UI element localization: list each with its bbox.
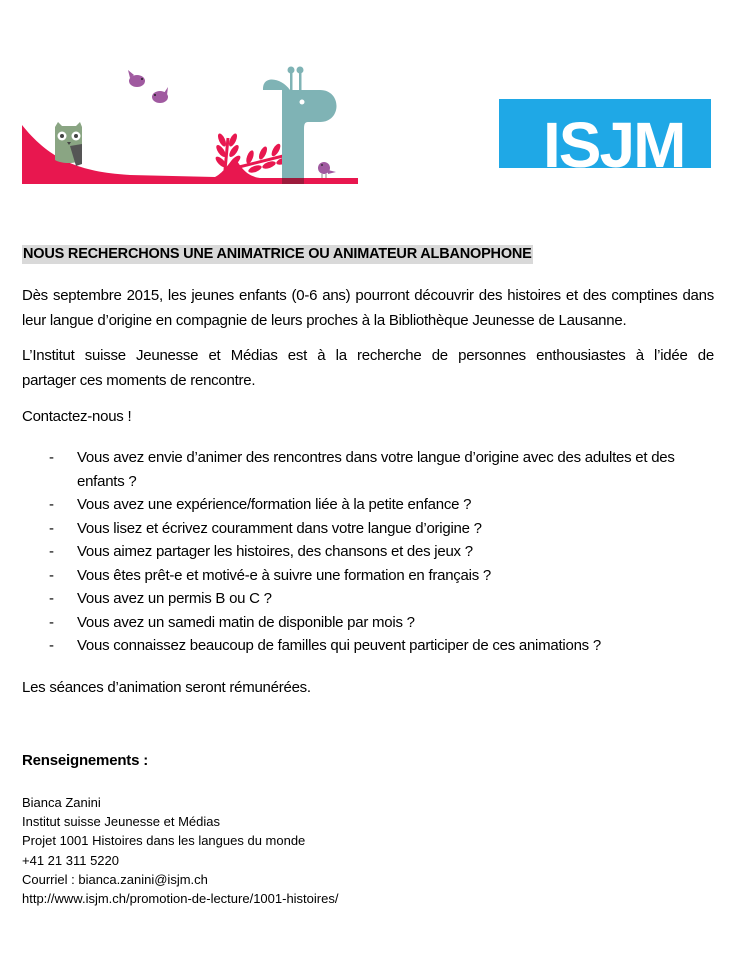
list-bullet: - xyxy=(49,519,54,537)
list-item xyxy=(22,587,722,611)
bird-icon xyxy=(318,162,336,178)
institute-paragraph-line2: partager ces moments de rencontre. xyxy=(22,372,256,389)
contact-call: Contactez-nous ! xyxy=(22,408,132,425)
list-item-text: Vous êtes prêt-e et motivé-e à suivre une formation en français ? xyxy=(77,566,491,584)
list-item xyxy=(22,446,722,493)
bird-icon xyxy=(152,87,168,103)
contact-project: Projet 1001 Histoires dans les langues du monde xyxy=(22,833,306,849)
contact-name: Bianca Zanini xyxy=(22,795,101,810)
list-bullet: - xyxy=(49,449,54,466)
list-bullet: - xyxy=(49,543,54,560)
list-item-text: Vous avez un permis B ou C ? xyxy=(77,590,272,607)
list-bullet: - xyxy=(49,496,54,513)
list-item-text: Vous avez une expérience/formation liée à la petite enfance ? xyxy=(77,496,472,513)
remuneration-note: Les séances d’animation seront rémunérées. xyxy=(22,679,311,696)
contact-url: http://www.isjm.ch/promotion-de-lecture/1001-histoires/ xyxy=(22,891,339,907)
list-bullet: - xyxy=(49,590,54,607)
requirements-list xyxy=(22,446,722,658)
info-title: Renseignements : xyxy=(22,752,148,769)
header-illustration xyxy=(20,60,360,190)
list-item xyxy=(22,564,722,588)
logo-text: ISJM xyxy=(543,109,685,168)
intro-paragraph: Dès septembre 2015, les jeunes enfants (0-6 ans) pourront découvrir des histoires et des comptines dans leur langue d’origine en compagnie de leurs proches à la Bibliothèque Jeunesse de Lausanne. xyxy=(22,287,714,329)
list-item-text: Vous lisez et écrivez couramment dans votre langue d’origine ? xyxy=(77,519,482,537)
contact-phone: +41 21 311 5220 xyxy=(22,852,119,868)
contact-institution: Institut suisse Jeunesse et Médias xyxy=(22,814,220,830)
list-item-text: Vous avez envie d’animer des rencontres dans votre langue d’origine avec des adultes et des enfants ? xyxy=(77,449,675,490)
list-item xyxy=(22,540,722,564)
list-item-text: Vous aimez partager les histoires, des chansons et des jeux ? xyxy=(77,543,473,560)
list-bullet: - xyxy=(49,613,54,631)
list-bullet: - xyxy=(49,566,54,584)
institute-paragraph xyxy=(22,343,714,393)
bird-icon xyxy=(128,70,145,87)
list-item xyxy=(22,634,722,658)
page-heading: NOUS RECHERCHONS UNE ANIMATRICE OU ANIMATEUR ALBANOPHONE xyxy=(23,246,532,262)
contact-block xyxy=(22,793,338,908)
institute-paragraph-line1: L’Institut suisse Jeunesse et Médias est à la recherche de personnes enthousiastes à l’idée de xyxy=(22,347,714,364)
list-item xyxy=(22,611,722,635)
owl-icon xyxy=(55,122,82,166)
isjm-logo xyxy=(499,99,711,168)
contact-email: Courriel : bianca.zanini@isjm.ch xyxy=(22,871,208,887)
list-item-text: Vous connaissez beaucoup de familles qui peuvent participer de ces animations ? xyxy=(77,637,601,654)
list-item xyxy=(22,517,722,541)
list-item xyxy=(22,493,722,517)
list-item-text: Vous avez un samedi matin de disponible par mois ? xyxy=(77,613,415,631)
list-bullet: - xyxy=(49,637,54,654)
